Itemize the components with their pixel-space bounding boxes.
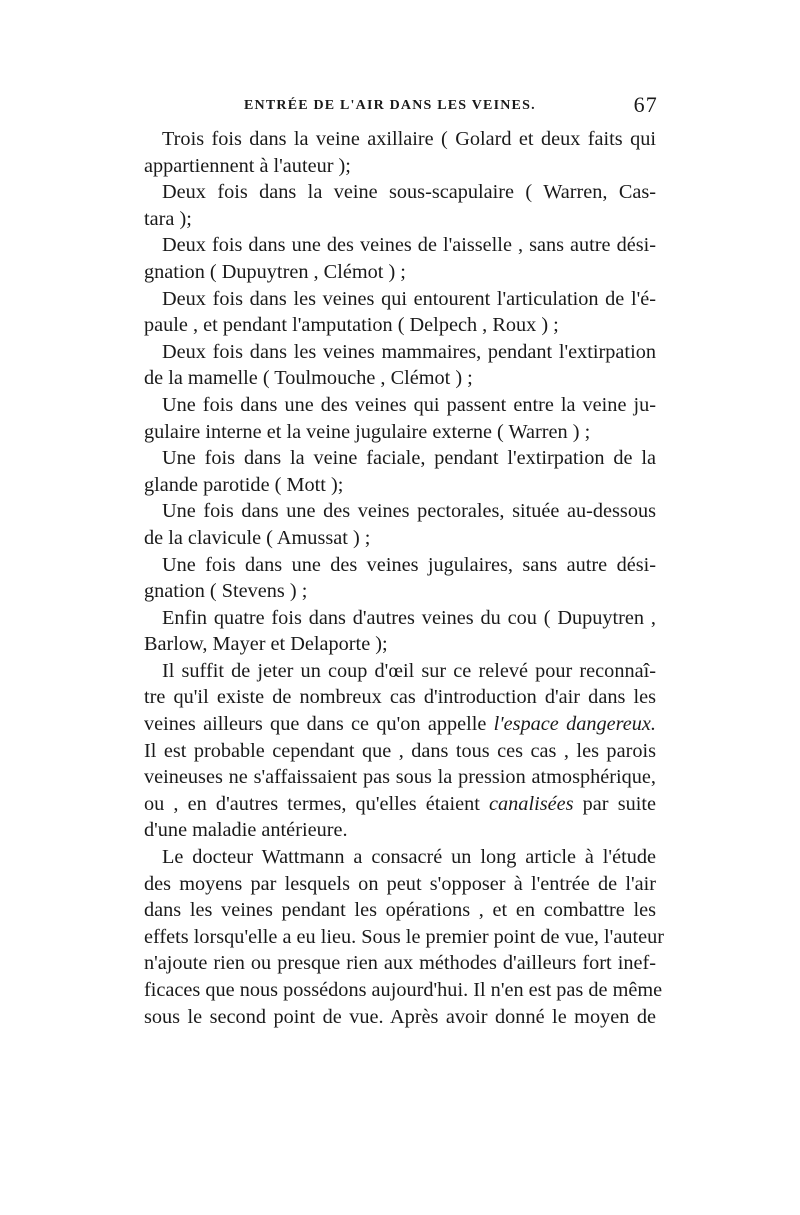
text-line	[144, 232, 656, 259]
text-line-content: Deux fois dans une des veines de l'aisselle , sans autre dési-	[162, 234, 656, 257]
text-line-content: effets lorsqu'elle a eu lieu. Sous le premier point de vue, l'auteur	[144, 925, 665, 948]
italic-term: l'espace dangereux.	[493, 713, 656, 736]
text-line	[144, 179, 656, 206]
page-number: 67	[633, 92, 658, 117]
text-line-content: Une fois dans une des veines qui passent entre la veine ju-	[162, 393, 656, 416]
text-line-tail: par suite	[582, 792, 657, 815]
text-line-content: glande parotide ( Mott );	[144, 473, 344, 496]
text-line	[144, 392, 656, 419]
text-line-content: des moyens par lesquels on peut s'opposer à l'entrée de l'air	[144, 872, 656, 895]
text-line	[144, 153, 656, 180]
italic-term: canalisées	[489, 792, 574, 815]
text-line	[144, 844, 656, 871]
text-line-content: Le docteur Wattmann a consacré un long article à l'étude	[162, 846, 656, 869]
text-line	[144, 498, 656, 525]
text-line-content: gnation ( Stevens ) ;	[144, 580, 308, 603]
text-line-content: de la clavicule ( Amussat ) ;	[144, 526, 371, 549]
text-line	[144, 658, 656, 685]
text-line	[144, 525, 656, 552]
text-line-content: gnation ( Dupuytren , Clémot ) ;	[144, 260, 406, 283]
text-line-content: tara );	[144, 207, 192, 230]
text-line	[144, 791, 656, 818]
text-line	[144, 206, 656, 233]
text-line	[144, 950, 656, 977]
text-line-content: Deux fois dans les veines qui entourent l'articulation de l'é-	[162, 287, 656, 310]
text-line	[144, 631, 656, 658]
text-line	[144, 924, 665, 951]
text-line-content: Enfin quatre fois dans d'autres veines du cou ( Dupuytren ,	[162, 606, 656, 629]
text-line	[144, 711, 656, 738]
text-line-content: Deux fois dans la veine sous-scapulaire ( Warren, Cas-	[162, 181, 656, 204]
text-line-content: de la mamelle ( Toulmouche , Clémot ) ;	[144, 367, 473, 390]
text-line-content: ou , en d'autres termes, qu'elles étaient	[144, 792, 480, 815]
book-page	[144, 92, 665, 1030]
running-head	[144, 92, 658, 126]
text-line	[144, 552, 656, 579]
text-line	[144, 817, 656, 844]
text-line-content: Barlow, Mayer et Delaporte );	[144, 633, 388, 656]
text-line	[144, 259, 656, 286]
text-line-content: Il est probable cependant que , dans tous ces cas , les parois	[144, 739, 656, 762]
text-line-content: dans les veines pendant les opérations , et en combattre les	[144, 899, 656, 922]
text-line-content: Une fois dans une des veines pectorales, située au-dessous	[162, 500, 656, 523]
text-line-content: paule , et pendant l'amputation ( Delpech , Roux ) ;	[144, 314, 559, 337]
text-line	[144, 445, 656, 472]
text-line-content: n'ajoute rien ou presque rien aux méthodes d'ailleurs fort inef-	[144, 952, 656, 975]
text-line	[144, 764, 656, 791]
text-line	[144, 897, 656, 924]
text-line-content: Trois fois dans la veine axillaire ( Golard et deux faits qui	[162, 128, 656, 150]
running-title: ENTRÉE DE L'AIR DANS LES VEINES.	[244, 98, 536, 113]
text-line-content: Une fois dans la veine faciale, pendant l'extirpation de la	[162, 447, 656, 470]
text-line	[144, 738, 656, 765]
text-line-content: Il suffit de jeter un coup d'œil sur ce relevé pour reconnaî-	[162, 659, 656, 682]
text-line-content: tre qu'il existe de nombreux cas d'introduction d'air dans les	[144, 686, 656, 709]
text-line	[144, 126, 656, 153]
text-line	[144, 312, 656, 339]
text-line	[144, 605, 656, 632]
text-line-content: appartiennent à l'auteur );	[144, 154, 351, 177]
text-line	[144, 286, 656, 313]
text-line-content: d'une maladie antérieure.	[144, 819, 348, 842]
text-line-content: Deux fois dans les veines mammaires, pendant l'extirpation	[162, 340, 656, 363]
text-line	[144, 419, 656, 446]
text-line-content: gulaire interne et la veine jugulaire externe ( Warren ) ;	[144, 420, 591, 443]
text-line-content: Une fois dans une des veines jugulaires, sans autre dési-	[162, 553, 656, 576]
text-line-content: veines ailleurs que dans ce qu'on appelle	[144, 713, 487, 736]
text-line	[144, 578, 656, 605]
text-line-content: sous le second point de vue. Après avoir donné le moyen de	[144, 1005, 656, 1028]
text-line	[144, 472, 656, 499]
text-line	[144, 871, 656, 898]
text-line	[144, 1004, 656, 1031]
text-line	[144, 339, 656, 366]
text-line	[144, 977, 663, 1004]
body-text	[144, 126, 665, 1030]
text-line	[144, 365, 656, 392]
text-line-content: ficaces que nous possédons aujourd'hui. Il n'en est pas de même	[144, 979, 663, 1001]
text-line	[144, 684, 656, 711]
text-line-content: veineuses ne s'affaissaient pas sous la pression atmosphérique,	[144, 766, 656, 789]
